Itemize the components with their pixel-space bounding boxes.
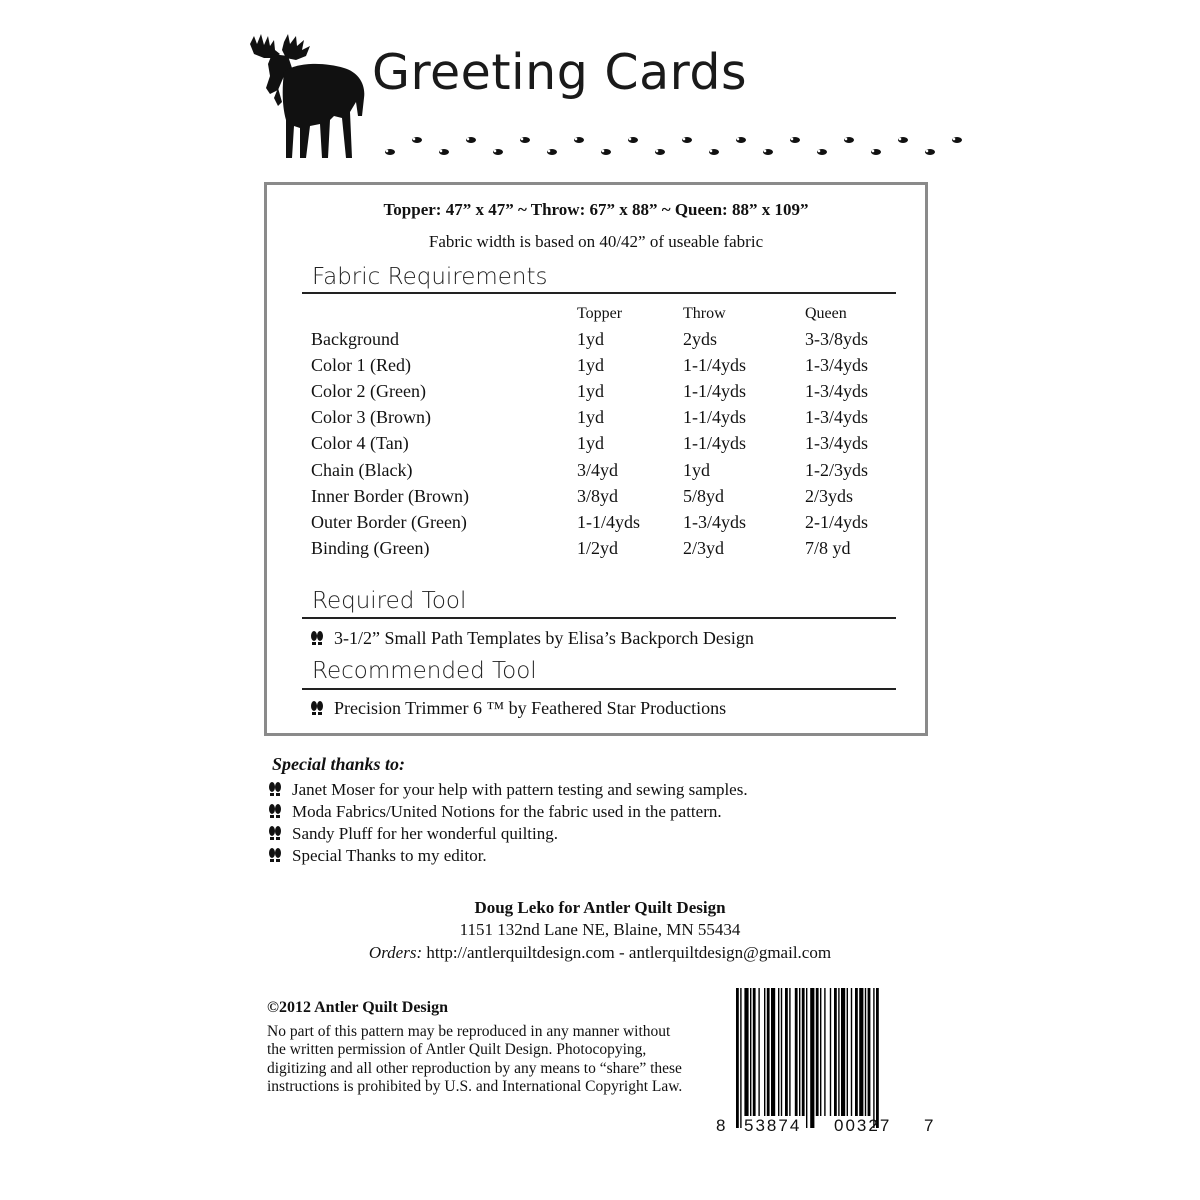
fabric-name: Chain (Black) [311,459,413,480]
footprint-icon [268,825,282,841]
barcode-bar [824,988,825,1116]
moose-logo-icon [244,32,370,162]
table-row [305,378,905,404]
queen-amount: 1-3/4yds [805,354,868,375]
track-mark [385,149,395,155]
barcode-digit-group: 53874 [744,1116,802,1135]
barcode-bar [753,988,756,1116]
track-mark [466,137,476,143]
queen-amount: 1-2/3yds [805,459,868,480]
thanks-list [268,779,748,867]
barcode-bar [873,988,874,1128]
track-mark [790,137,800,143]
table-row [305,352,905,378]
fabric-name: Color 4 (Tan) [311,433,409,454]
barcode-digit-group: 7 [924,1116,934,1135]
barcode-bar [865,988,866,1116]
barcode-bar [847,988,848,1116]
barcode-bar [771,988,775,1116]
barcode-bar [740,988,741,1128]
track-mark [655,149,665,155]
topper-amount: 1yd [577,354,604,375]
page-title: Greeting Cards [372,44,748,101]
designer-name: Doug Leko for Antler Quilt Design [474,898,726,917]
barcode-bar [767,988,770,1116]
barcode-bar [855,988,858,1116]
column-header-throw: Throw [683,305,726,322]
barcode-bar [750,988,751,1116]
barcode-bar [802,988,805,1116]
throw-amount: 2yds [683,328,718,349]
track-mark [709,149,719,155]
track-mark [439,149,449,155]
column-header-topper: Topper [577,305,623,322]
fabric-name: Color 1 (Red) [311,354,411,375]
track-mark [493,149,503,155]
orders-contact[interactable]: http://antlerquiltdesign.com - antlerquiltdesign@gmail.com [422,943,832,962]
barcode-bar [820,988,821,1116]
track-mark [898,137,908,143]
list-item [268,779,748,801]
barcode-bar [868,988,871,1116]
footprint-icon [268,847,282,863]
required-tool-heading: Required Tool [312,588,467,614]
thanks-text: Special Thanks to my editor. [292,846,487,865]
fabric-name: Color 3 (Brown) [311,407,431,428]
fabric-name: Binding (Green) [311,538,430,559]
thanks-text: Sandy Pluff for her wonderful quilting. [292,824,558,843]
track-mark [412,137,422,143]
barcode-bar [876,988,879,1128]
barcode-bar [785,988,788,1116]
barcode-bar [789,988,790,1116]
barcode-bar [859,988,863,1116]
copyright-notice: No part of this pattern may be reproduced in any manner without the written permission of Antler Quilt Design. Photocopying, digitizing and all other reproduction by any means to “share” these instructions is prohibited by U.S. and International Copyright Law. [267,1023,683,1095]
barcode-bar [795,988,798,1116]
column-header-item [305,302,577,326]
track-mark [682,137,692,143]
topper-amount: 1yd [577,380,604,401]
barcode-bar [764,988,765,1116]
barcode-digit-group: 00327 [834,1116,892,1135]
fabric-name: Background [311,328,399,349]
throw-amount: 5/8yd [683,485,725,506]
topper-amount: 3/4yd [577,459,619,480]
required-tool-text: 3-1/2” Small Path Templates by Elisa’s Backporch Design [334,628,754,648]
track-mark [952,137,962,143]
fabric-requirements-table [305,302,905,562]
barcode-digit-group: 8 [716,1116,726,1135]
thanks-heading: Special thanks to: [272,754,406,774]
table-row [305,457,905,483]
topper-amount: 1/2yd [577,538,619,559]
required-tool-item [310,628,754,649]
recommended-tool-item [310,698,726,719]
throw-amount: 1-3/4yds [683,511,746,532]
table-row [305,326,905,352]
fabric-name: Color 2 (Green) [311,380,426,401]
thanks-text: Janet Moser for your help with pattern testing and sewing samples. [292,780,748,799]
fabric-name: Inner Border (Brown) [311,485,469,506]
throw-amount: 1yd [683,459,710,480]
section-divider [302,617,896,619]
footprint-icon [268,781,282,797]
barcode-bar [799,988,800,1116]
barcode-icon [716,986,946,1136]
barcode-bar [838,988,839,1116]
barcode-bar [851,988,852,1116]
queen-amount: 1-3/4yds [805,407,868,428]
barcode-bar [778,988,779,1116]
orders-line [300,943,900,963]
barcode-bar [816,988,819,1116]
recommended-tool-text: Precision Trimmer 6 ™ by Feathered Star Productions [334,698,727,718]
topper-amount: 3/8yd [577,485,619,506]
barcode-bar [834,988,837,1116]
topper-amount: 1yd [577,407,604,428]
fabric-name: Outer Border (Green) [311,511,467,532]
topper-amount: 1yd [577,433,604,454]
track-mark [763,149,773,155]
orders-label: Orders: [368,943,423,962]
section-divider [302,292,896,294]
track-mark [871,149,881,155]
track-mark [736,137,746,143]
footprint-icon [310,700,324,716]
queen-amount: 1-3/4yds [805,380,868,401]
designer-address: 1151 132nd Lane NE, Blaine, MN 55434 [459,920,741,939]
recommended-tool-heading: Recommended Tool [312,658,537,684]
throw-amount: 2/3yd [683,538,725,559]
list-item [268,845,748,867]
barcode-bar [736,988,739,1128]
fabric-width-note: Fabric width is based on 40/42” of useable fabric [428,232,764,251]
track-mark [547,149,557,155]
barcode-bar [758,988,759,1116]
track-mark [601,149,611,155]
queen-amount: 7/8 yd [805,538,851,559]
track-mark [520,137,530,143]
topper-amount: 1yd [577,328,604,349]
table-row [305,483,905,509]
table-row [305,405,905,431]
table-row [305,509,905,535]
section-divider [302,688,896,690]
list-item [268,801,748,823]
table-row [305,536,905,562]
barcode-bar [810,988,814,1128]
track-mark [628,137,638,143]
track-mark [817,149,827,155]
footprint-icon [268,803,282,819]
barcode-bar [806,988,807,1128]
fabric-requirements-heading: Fabric Requirements [312,264,548,290]
queen-amount: 1-3/4yds [805,433,868,454]
track-mark [844,137,854,143]
barcode-bar [841,988,845,1116]
barcode-bar [744,988,748,1116]
queen-amount: 3-3/8yds [805,328,868,349]
animal-tracks-icon [380,128,980,162]
table-row [305,431,905,457]
quilt-sizes: Topper: 47” x 47” ~ Throw: 67” x 88” ~ Queen: 88” x 109” [383,200,809,219]
topper-amount: 1-1/4yds [577,511,640,532]
column-header-queen: Queen [805,305,847,322]
throw-amount: 1-1/4yds [683,354,746,375]
barcode-bar [830,988,831,1116]
list-item [268,823,748,845]
track-mark [574,137,584,143]
throw-amount: 1-1/4yds [683,433,746,454]
barcode-bar [781,988,782,1116]
throw-amount: 1-1/4yds [683,380,746,401]
queen-amount: 2-1/4yds [805,511,868,532]
throw-amount: 1-1/4yds [683,407,746,428]
queen-amount: 2/3yds [805,485,854,506]
copyright-heading: ©2012 Antler Quilt Design [267,999,448,1016]
track-mark [925,149,935,155]
table-header-row [305,302,905,326]
thanks-text: Moda Fabrics/United Notions for the fabric used in the pattern. [292,802,722,821]
footprint-icon [310,630,324,646]
